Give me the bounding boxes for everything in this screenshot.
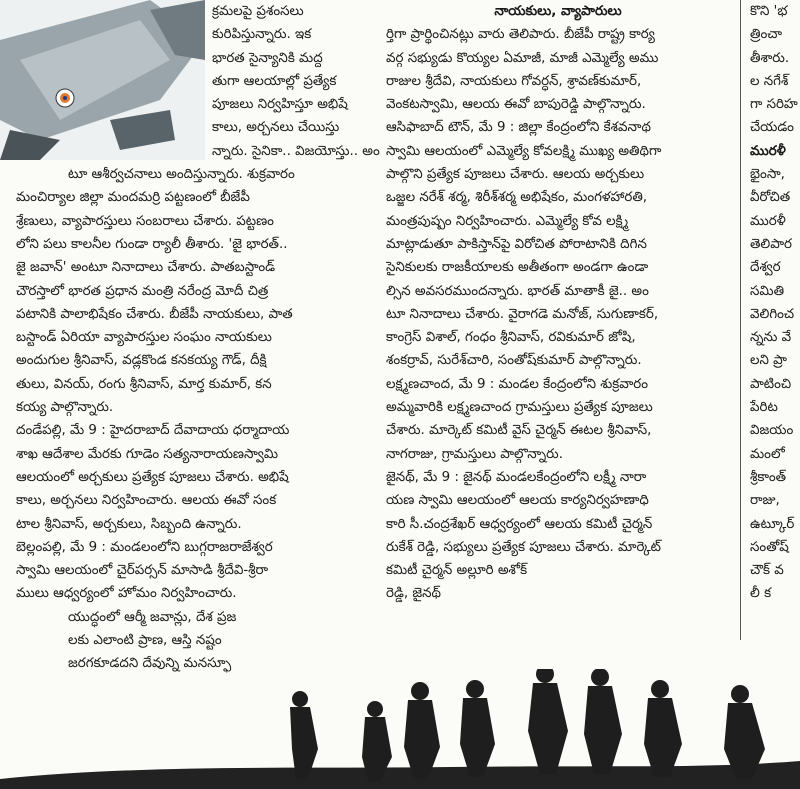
text-line: క్రమలపై ప్రశంసలు	[212, 4, 304, 19]
text-line: త్రించా	[750, 27, 783, 43]
text-line: రాజుల శ్రీదేవి, నాయకులు గోవర్ధన్, శ్రావణ్‌కుమార్,	[386, 73, 642, 89]
text-line: విజయం	[750, 423, 794, 439]
text-line: యుద్ధంలో ఆర్మీ జవాన్లు, దేశ ప్రజ	[68, 609, 237, 625]
text-line: మంత్రపుష్పం నిర్వహించారు. ఎమ్మెల్యే కోవ లక్ష్మి	[386, 213, 629, 229]
text-line: పాల్గొని ప్రత్యేక పూజలు చేశారు. ఆలయ అర్చకులు	[386, 167, 645, 183]
text-line: ఆలయంలో అర్చకులు ప్రత్యేక పూజలు చేశారు. అభిషే	[16, 469, 289, 485]
text-line: పాటించి	[750, 376, 792, 392]
text-line: రాజు,	[750, 493, 780, 509]
text-line: ల నగేశ్	[750, 73, 789, 89]
text-line: లీ క	[750, 586, 772, 602]
text-line: ఆసిఫాబాద్ టౌన్, మే 9 : జిల్లా కేంద్రంలోని కేశవనాథ	[386, 120, 651, 136]
text-line: టూ నినాదాలు చేశారు. వైరాగడె మనోజ్, సుగుణాకర్,	[386, 306, 659, 322]
text-line: భారత సైన్యానికి మద్ద	[212, 50, 323, 66]
text-line: కొని 'భ	[750, 4, 788, 19]
text-line: వర్గ సభ్యుడు కొయ్యల ఏమాజీ, మాజీ ఎమ్మెల్యే అము	[386, 50, 659, 66]
text-line: శ్రీకాంత్	[750, 469, 787, 485]
text-line: తుగా ఆలయాల్లో ప్రత్యేక	[212, 73, 337, 89]
text-line: యణ స్వామి ఆలయంలో ఆలయ కార్యనిర్వహణాధి	[386, 493, 649, 509]
text-line: తులు, వినయ్, రంగు శ్రీనివాస్, మార్త కుమార్, కన	[16, 376, 272, 392]
text-line: కురిపిస్తున్నారు. ఇక	[212, 27, 312, 43]
text-line: పటానికి పాలాభిషేకం చేశారు. బీజేపీ నాయకులు, పాత	[16, 306, 293, 322]
section-heading: నాయకులు, వ్యాపారులు	[494, 4, 622, 19]
text-line: స్వామి ఆలయంలో ఎమ్మెల్యే కోవలక్ష్మి ముఖ్య అతిథిగా	[386, 143, 662, 159]
text-line: జైనథ్, మే 9 : జైనథ్ మండలకేంద్రంలోని లక్ష్మీ నారా	[386, 469, 647, 485]
text-line: లక్ష్మణచాంద, మే 9 : మండల కేంద్రంలోని శుక్రవారం	[386, 376, 649, 392]
text-line: జరగకూడదని దేవున్ని మనస్ఫూ	[68, 656, 232, 672]
text-line: లోని పలు కాలనీల గుండా ర్యాలీ తీశారు. 'జై భారత్..	[16, 236, 288, 252]
text-line: సైనికులకు రాజకీయాలకు అతీతంగా అండగా ఉండా	[386, 260, 649, 276]
text-line: దేశ్వర	[750, 260, 781, 276]
text-line: ల్సిన అవసరముందన్నారు. భారత్ మాతాకీ జై.. అం	[386, 283, 649, 299]
section-subhead: మురళీ	[750, 143, 786, 159]
text-line: లకు ఎలాంటి ప్రాణ, ఆస్తి నష్టం	[68, 633, 222, 649]
text-line: మంచిర్యాల జిల్లా మందమర్రి పట్టణంలో బీజేపీ	[16, 190, 250, 206]
text-line: సమితి	[750, 283, 785, 299]
text-line: గా సరిహ	[750, 97, 798, 113]
text-line: వీరోచిత	[750, 190, 791, 206]
text-line: కాలు, అర్చనలు చేయిస్తు	[212, 120, 340, 136]
text-line: స్వామి ఆలయంలో చైర్‌పర్సన్ మాసాడి శ్రీదేవి-శ్రీరా	[16, 563, 269, 579]
text-line: ఉట్కూర్	[750, 516, 795, 532]
text-line: శాఖ ఆదేశాల మేరకు గూడెం సత్యనారాయణస్వామి	[16, 446, 279, 462]
text-line: జై జవాన్' అంటూ నినాదాలు చేశారు. పాతబస్టాండ్	[16, 260, 276, 276]
text-line: పేరిట	[750, 400, 778, 416]
text-line: శంకర్రావ్, సురేశ్‌చారి, సంతోష్‌కుమార్ పాల్గొన్నారు.	[386, 353, 642, 369]
text-line: న్నను వే	[750, 330, 792, 346]
text-line: కమిటీ చైర్మన్ అల్లూరి అశోక్	[386, 563, 528, 579]
text-line: లని ప్రా	[750, 353, 787, 369]
text-line: వెంకటస్వామి, ఆలయ ఈవో బాపురెడ్డి పాల్గొన్నారు.	[386, 97, 646, 113]
text-line: చౌరస్తాలో భారత ప్రధాన మంత్రి నరేంద్ర మోదీ చిత్ర	[16, 283, 269, 299]
text-line: బస్టాండ్ ఏరియా వ్యాపారస్తుల సంఘం నాయకులు	[16, 330, 272, 346]
text-line: సంతోష్	[750, 539, 789, 555]
text-line: మంలో	[750, 446, 785, 462]
text-line: వెలిగించ	[750, 306, 795, 322]
text-line: బెల్లంపల్లి, మే 9 : మండలంలోని బుగ్గరాజరాజేశ్వర	[16, 539, 273, 555]
article-column-3	[750, 0, 800, 606]
text-line: కాలు, అర్చనలు నిర్వహించారు. ఆలయ ఈవో సంక	[16, 493, 277, 509]
column-divider	[740, 0, 741, 640]
text-line: చేశారు. మార్కెట్ కమిటీ వైస్ చైర్మన్ ఈటల శ్రీనివాస్,	[386, 423, 652, 439]
text-line: మాట్లాడుతూ పాకిస్తాన్‌పై విరోచిత పోరాటానికి దిగిన	[386, 236, 647, 252]
text-line: టాల శ్రీనివాస్, అర్చకులు, సిబ్బంది ఉన్నారు.	[16, 516, 242, 532]
soldier-silhouette-image	[0, 669, 800, 789]
text-line: ములు ఆధ్వర్యంలో హోమం నిర్వహించారు.	[16, 586, 237, 602]
text-line: చేయడం	[750, 120, 794, 136]
text-line: కారి సీ.చంద్రశేఖర్ ఆధ్వర్యంలో ఆలయ కమిటీ చైర్మన్	[386, 516, 653, 532]
text-line: ర్తిగా ప్రార్థించినట్లు వారు తెలిపారు. బీజేపీ రాష్ట్ర కార్య	[386, 27, 655, 43]
text-line: అందుగుల శ్రీనివాస్, వడ్లకొండ కనకయ్య గౌడ్, దీక్షి	[16, 353, 267, 369]
text-line: ఒజ్జల నరేశ్ శర్మ, శిరీశ్‌శర్మ అభిషేకం, మంగళహారతి,	[386, 190, 648, 206]
text-line: శ్రేణులు, వ్యాపారస్తులు సంబరాలు చేశారు. పట్టణం	[16, 213, 274, 229]
text-line: కయ్య పాల్గొన్నారు.	[16, 400, 114, 416]
text-line: పూజలు నిర్వహిస్తూ అభిషే	[212, 97, 348, 113]
text-line: అమ్మవారికి లక్ష్మణచాంద గ్రామస్తులు ప్రత్యేక పూజలు	[386, 400, 653, 416]
article-column-1	[16, 0, 388, 676]
article-column-2	[386, 0, 730, 606]
text-line: టూ ఆశీర్వచనాలు అందిస్తున్నారు. శుక్రవారం	[68, 167, 295, 183]
text-line: రెడ్డి, జైనథ్	[386, 586, 442, 602]
text-line: చౌక్ వ	[750, 563, 784, 579]
text-line: తెలిపార	[750, 236, 792, 252]
text-line: తీశారు.	[750, 50, 790, 66]
text-line: మురళీ	[750, 213, 786, 229]
text-line: రుకేశ్ రెడ్డి, సభ్యులు ప్రత్యేక పూజలు చేశారు. మార్కెట్	[386, 539, 661, 555]
text-line: నాగరాజు, గ్రామస్తులు పాల్గొన్నారు.	[386, 446, 563, 462]
text-line: భైంసా,	[750, 167, 785, 183]
text-line: దండేపల్లి, మే 9 : హైదరాబాద్ దేవాదాయ ధర్మాదాయ	[16, 423, 290, 439]
text-line: న్నారు. సైనికా.. విజయోస్తు.. అం	[212, 143, 380, 159]
text-line: కాంగ్రెస్ విశాల్, గంధం శ్రీనివాస్, రవికుమార్ జోషి,	[386, 330, 636, 346]
